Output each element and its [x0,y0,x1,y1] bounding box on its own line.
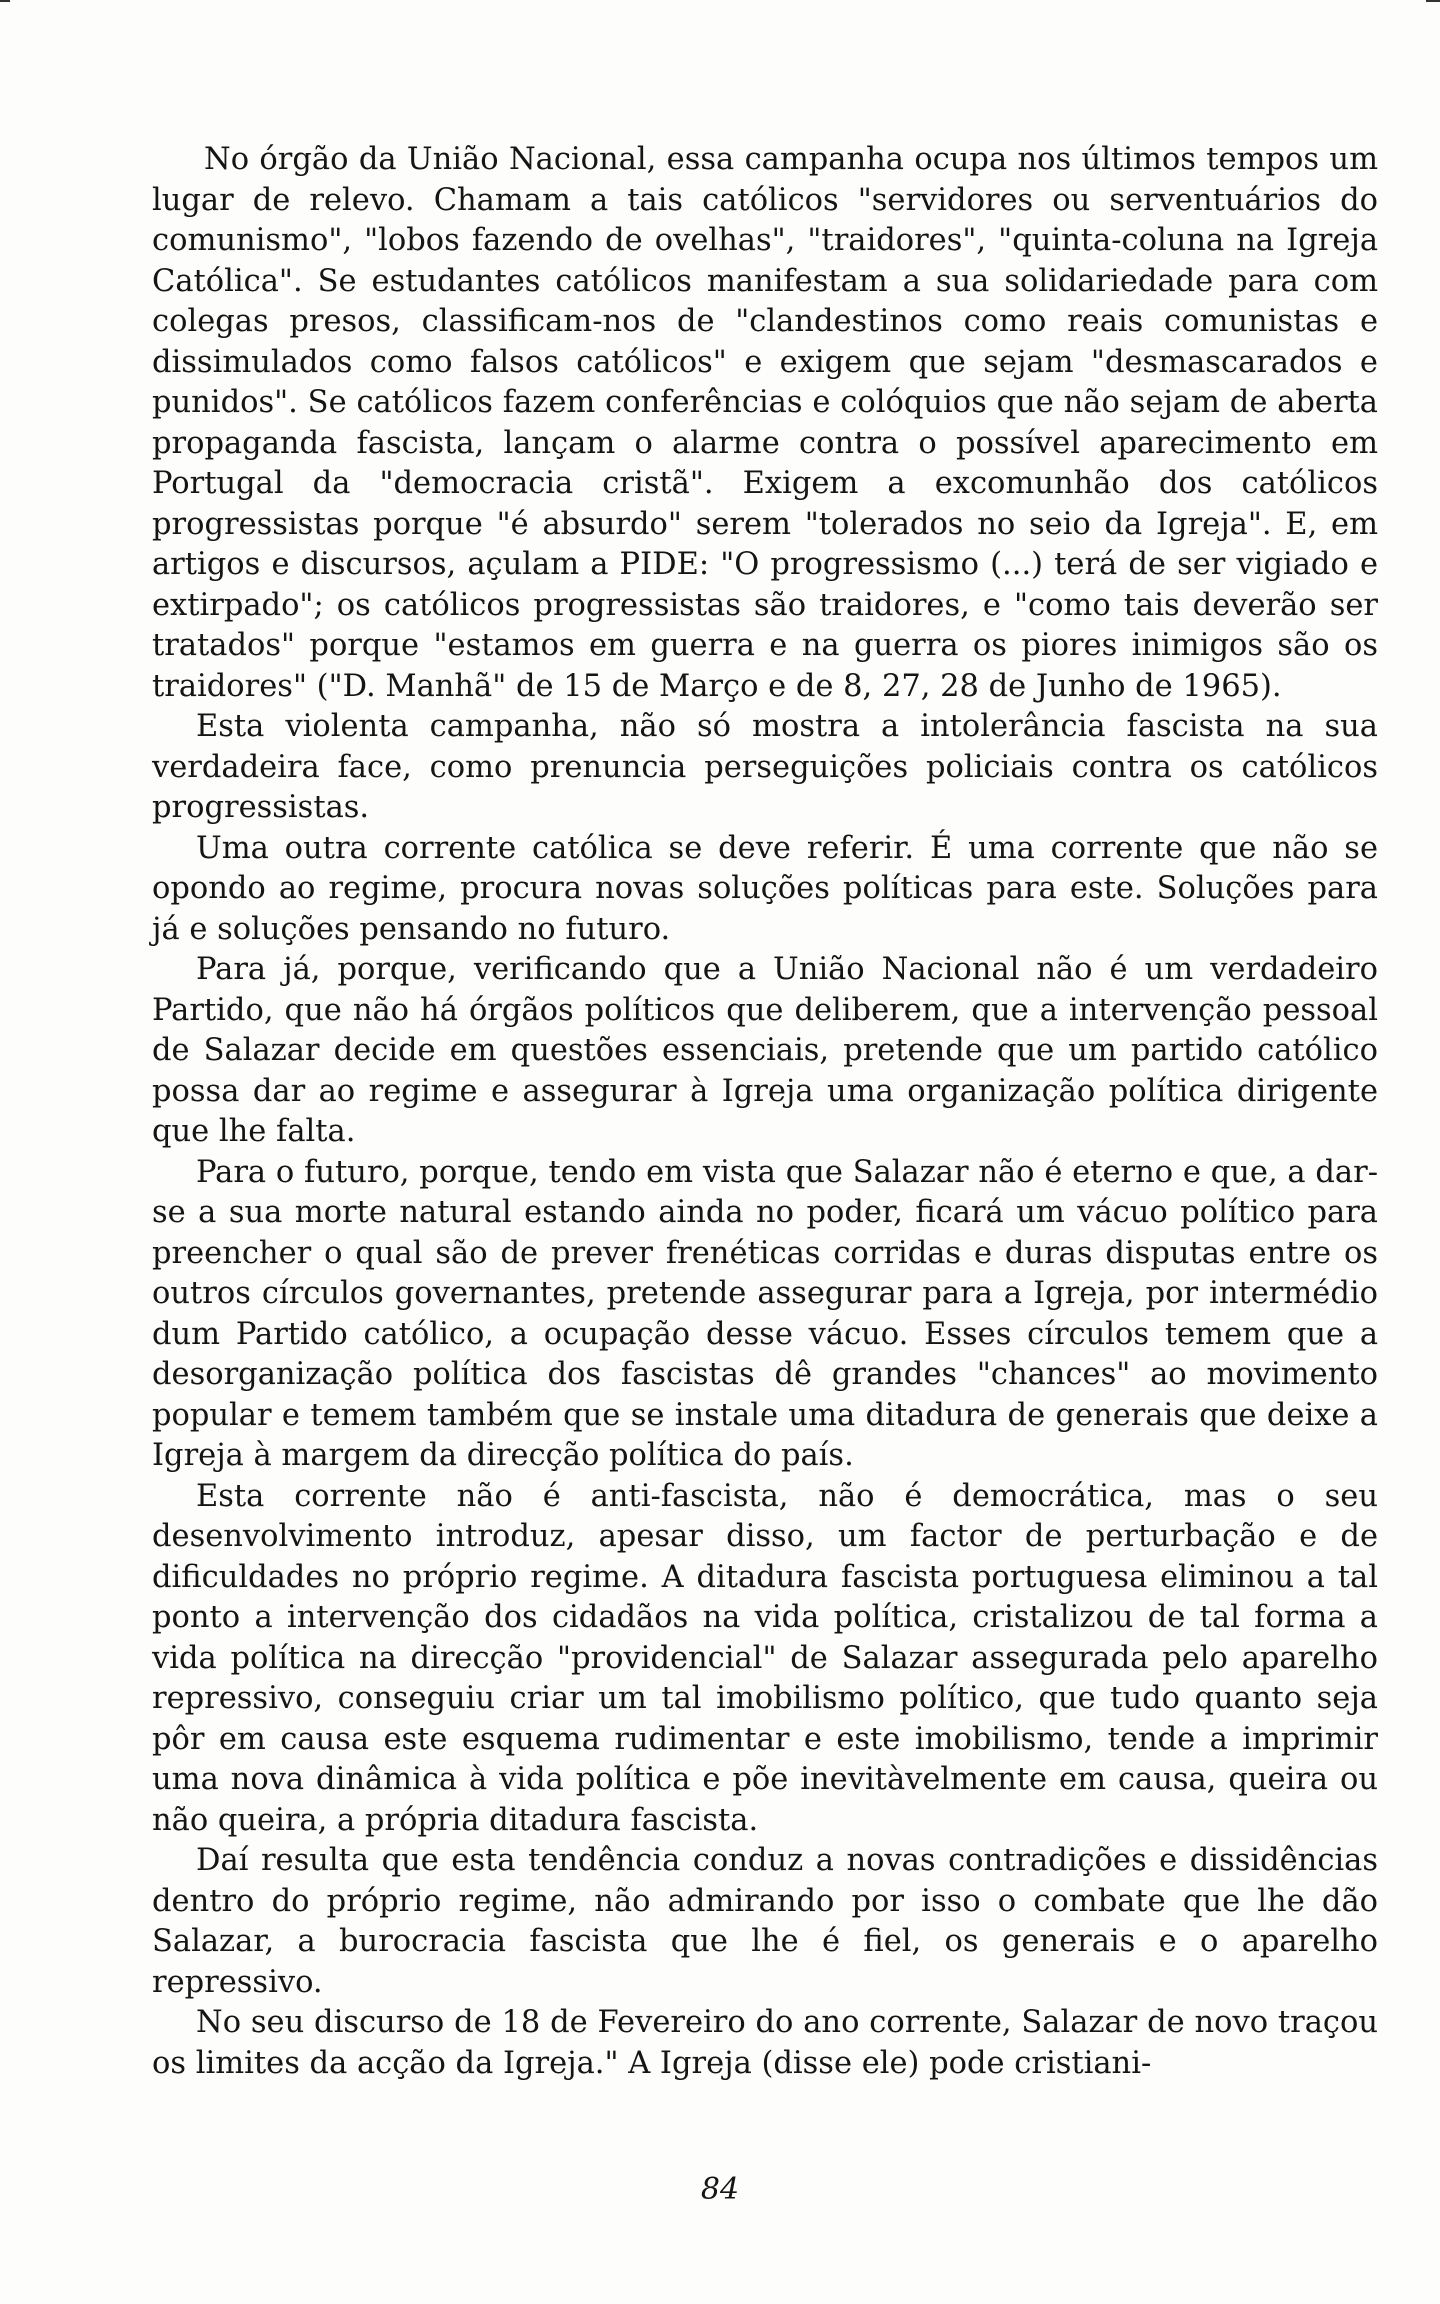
scan-edge-mark [1426,0,1440,2]
paragraph: Esta violenta campanha, não só mostra a intolerância fascista na sua verdadeira face, como prenuncia perseguições policiais contra os católicos progressistas. [152,709,1378,825]
paragraph: No órgão da União Nacional, essa campanha ocupa nos últimos tempos um lugar de relevo. Chamam a tais católicos "servidores ou serventuários do comunismo", "lobos fazendo de ovelhas", "traidores", "quinta-coluna na Igreja Católica". Se estudantes católicos manifestam a sua solidariedade para com colegas presos, classificam-nos de "clandestinos como reais comunistas e dissimulados como falsos católicos" e exigem que sejam "desmascarados e punidos". Se católicos fazem conferências e colóquios que não sejam de aberta propaganda fascista, lançam o alarme contra o possível aparecimento em Portugal da "democracia cristã". Exigem a excomunhão dos católicos progressistas porque "é absurdo" serem "tolerados no seio da Igreja". E, em artigos e discursos, açulam a PIDE: "O progressismo (...) terá de ser vigiado e extirpado"; os católicos progressistas são traidores, e "como tais deverão ser tratados" porque "estamos em guerra e na guerra os piores inimigos são os traidores" ("D. Manhã" de 15 de Março e de 8, 27, 28 de Junho de 1965). [152,142,1378,704]
paragraph: Esta corrente não é anti-fascista, não é democrática, mas o seu desenvolvimento introduz, apesar disso, um factor de perturbação e de dificuldades no próprio regime. A ditadura fascista portuguesa eliminou a tal ponto a intervenção dos cidadãos na vida política, cristalizou de tal forma a vida política na direcção "providencial" de Salazar assegurada pelo aparelho repressivo, conseguiu criar um tal imobilismo político, que tudo quanto seja pôr em causa este esquema rudimentar e este imobilismo, tende a imprimir uma nova dinâmica à vida política e põe inevitàvelmente em causa, queira ou não queira, a própria ditadura fascista. [152,1478,1378,1838]
paragraph: Uma outra corrente católica se deve referir. É uma corrente que não se opondo ao regime, procura novas soluções políticas para este. Soluções para já e soluções pensando no futuro. [152,830,1378,947]
body-text [152,140,1378,2084]
page-number: 84 [700,2172,740,2207]
paragraph: Para já, porque, verificando que a União Nacional não é um verdadeiro Partido, que não há órgãos políticos que deliberem, que a intervenção pessoal de Salazar decide em questões essenciais, pretende que um partido católico possa dar ao regime e assegurar à Igreja uma organização política dirigente que lhe falta. [152,952,1378,1149]
paragraph: Para o futuro, porque, tendo em vista que Salazar não é eterno e que, a dar-se a sua morte natural estando ainda no poder, ficará um vácuo político para preencher o qual são de prever frenéticas corridas e duras disputas entre os outros círculos governantes, pretende assegurar para a Igreja, por intermédio dum Partido católico, a ocupação desse vácuo. Esses círculos temem que a desorganização política dos fascistas dê grandes "chances" ao movimento popular e temem também que se instale uma ditadura de generais que deixe a Igreja à margem da direcção política do país. [152,1154,1378,1473]
paragraph: No seu discurso de 18 de Fevereiro do ano corrente, Salazar de novo traçou os limites da acção da Igreja." A Igreja (disse ele) pode cristiani- [152,2005,1378,2081]
scan-edge-mark [0,0,10,2]
paragraph: Daí resulta que esta tendência conduz a novas contradições e dissidências dentro do próprio regime, não admirando por isso o combate que lhe dão Salazar, a burocracia fascista que lhe é fiel, os generais e o aparelho repressivo. [152,1843,1378,2000]
